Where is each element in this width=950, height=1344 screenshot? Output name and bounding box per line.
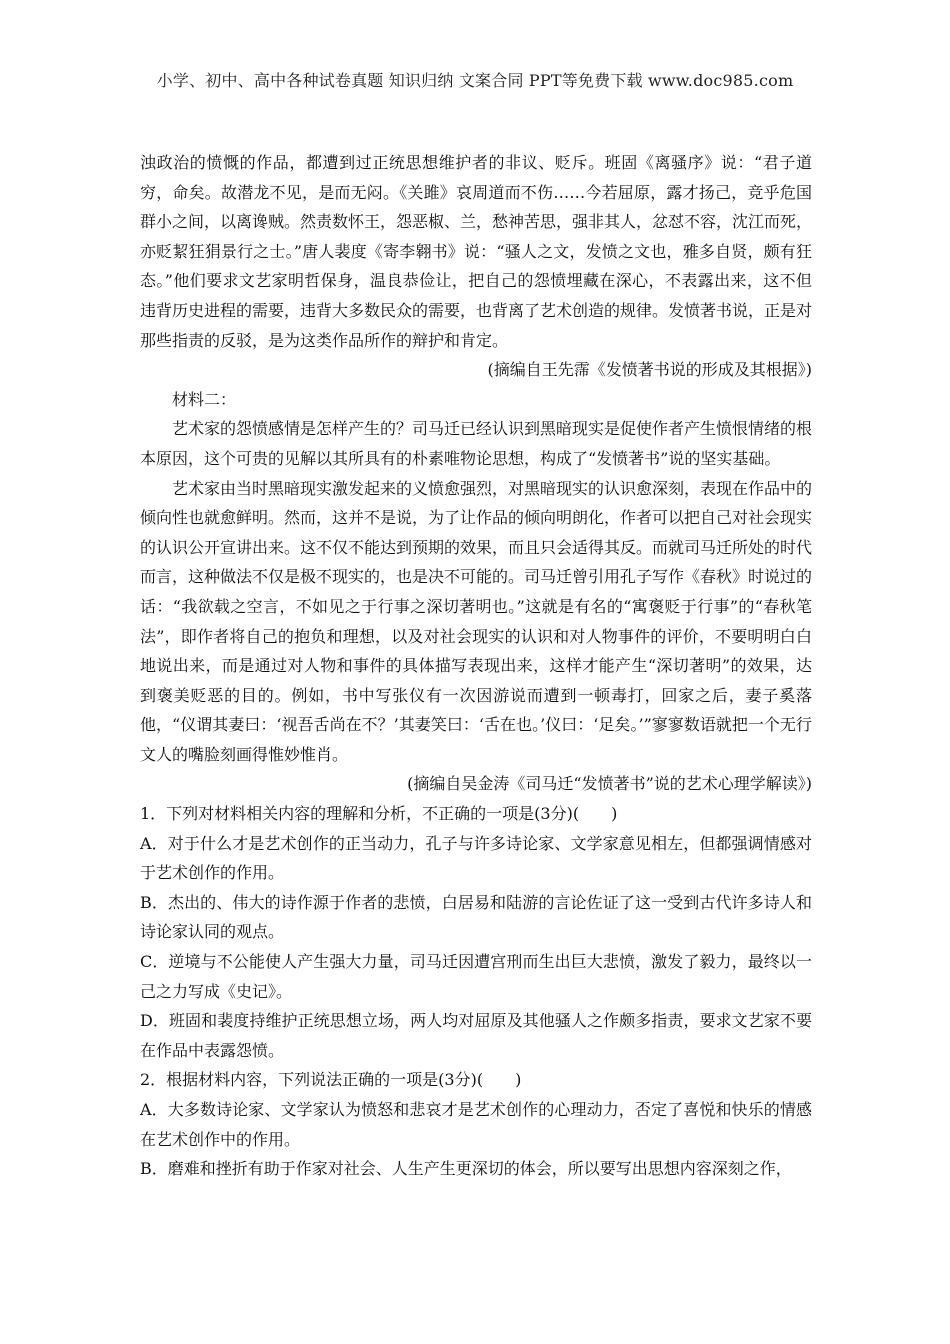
material2-source: (摘编自吴金涛《司马迁“发愤著书”说的艺术心理学解读》): [407, 774, 812, 794]
page-header: 小学、初中、高中各种试卷真题 知识归纳 文案合同 PPT等免费下载 www.doc985.com: [156, 71, 794, 90]
question-1-stem: 1．下列对材料相关内容的理解和分析，不正确的一项是(3分)( ): [140, 804, 618, 824]
question-2-stem: 2．根据材料内容，下列说法正确的一项是(3分)( ): [140, 1070, 522, 1090]
material1-paragraph: 浊政治的愤慨的作品，都遭到过正统思想维护者的非议、贬斥。班固《离骚序》说：“君子道穷，命矣。故潜龙不见，是而无闷。《关雎》哀周道而不伤……今若屈原，露才扬己，竞乎危国群小之间，以离谗贼。然责数怀王，怨恶椒、兰，愁神苦思，强非其人，忿怼不容，沈江而死，亦贬絜狂狷景行之士。”唐人裴度《寄李翱书》说：“骚人之文，发愤之文也，雅多自贤，颇有狂态。”他们要求文艺家明哲保身，温良恭俭让，把自己的怨愤埋藏在深心，不表露出来，这不但违背历史进程的需要，违背大多数民众的需要，也背离了艺术创造的规律。发愤著书说，正是对那些指责的反驳，是为这类作品所作的辩护和肯定。: [140, 153, 813, 350]
question-1-option-d: D．班固和裴度持维护正统思想立场，两人均对屈原及其他骚人之作颇多指责，要求文艺家不要在作品中表露怨愤。: [140, 1011, 812, 1060]
question-1-option-a: A．对于什么才是艺术创作的正当动力，孔子与许多诗论家、文学家意见相左，但都强调情感对于艺术创作的作用。: [140, 833, 812, 883]
question-2-option-a: A．大多数诗论家、文学家认为愤怒和悲哀才是艺术创作的心理动力，否定了喜悦和快乐的情感在艺术创作中的作用。: [140, 1100, 812, 1149]
document-body: [140, 148, 812, 1184]
question-1-option-c: C．逆境与不公能使人产生强大力量，司马迁因遭宫刑而生出巨大悲愤，激发了毅力，最终以一己之力写成《史记》。: [140, 952, 812, 1001]
material2-paragraph-2: 艺术家由当时黑暗现实激发起来的义愤愈强烈，对黑暗现实的认识愈深刻，表现在作品中的倾向性也就愈鲜明。然而，这并不是说，为了让作品的倾向明朗化，作者可以把自己对社会现实的认识公开宣讲出来。这不仅不能达到预期的效果，而且只会适得其反。而就司马迁所处的时代而言，这种做法不仅是极不现实的，也是决不可能的。司马迁曾引用孔子写作《春秋》时说过的话：“我欲载之空言，不如见之于行事之深切著明也。”这就是有名的“寓褒贬于行事”的“春秋笔法”，即作者将自己的抱负和理想，以及对社会现实的认识和对人物事件的评价，不要明明白白地说出来，而是通过对人物和事件的具体描写表现出来，这样才能产生“深切著明”的效果，达到褒美贬恶的目的。例如，书中写张仪有一次因游说而遭到一顿毒打，回家之后，妻子奚落他，“仪谓其妻曰：‘视吾舌尚在不？’其妻笑曰：‘舌在也。’仪曰：‘足矣。’”寥寥数语就把一个无行文人的嘴脸刻画得惟妙惟肖。: [140, 478, 813, 764]
material2-paragraph-1: 艺术家的怨愤感情是怎样产生的？司马迁已经认识到黑暗现实是促使作者产生愤恨情绪的根本原因，这个可贵的见解以其所具有的朴素唯物论思想，构成了“发愤著书”说的坚实基础。: [140, 419, 813, 468]
material1-source: (摘编自王先霈《发愤著书说的形成及其根据》): [487, 360, 812, 380]
question-2-option-b: B．磨难和挫折有助于作家对社会、人生产生更深切的体会，所以要写出思想内容深刻之作，: [140, 1159, 792, 1179]
material2-label: 材料二：: [172, 389, 237, 409]
question-1-option-b: B．杰出的、伟大的诗作源于作者的悲愤，白居易和陆游的言论佐证了这一受到古代许多诗人和诗论家认同的观点。: [140, 892, 812, 942]
